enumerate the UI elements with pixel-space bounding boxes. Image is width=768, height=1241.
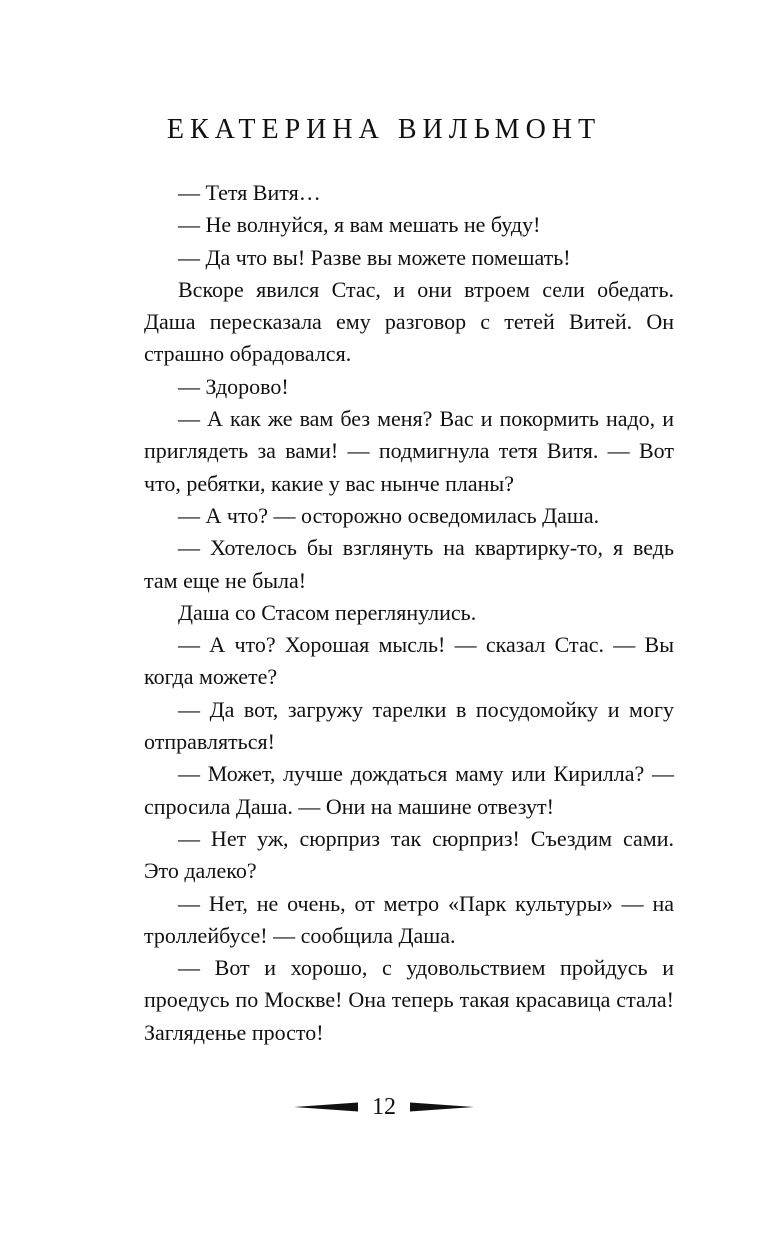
left-arrow-ornament-icon (294, 1102, 358, 1112)
paragraph: — Нет уж, сюрприз так сюрприз! Съездим сами. Это далеко? (144, 825, 674, 884)
page-folio (0, 1092, 768, 1122)
paragraph: — А что? Хорошая мысль! — сказал Стас. — Вы когда можете? (144, 632, 674, 690)
paragraph: Вскоре явился Стас, и они втроем сели обедать. Даша пересказала ему разговор с тетей Витей. Он страшно обрадовался. (144, 276, 674, 367)
paragraph: — Да что вы! Разве вы можете помешать! (178, 244, 571, 270)
paragraph: — Здорово! (178, 373, 289, 399)
paragraph: Даша со Стасом переглянулись. (178, 599, 477, 625)
paragraph: — Хотелось бы взглянуть на квартирку-то, я ведь там еще не была! (144, 535, 674, 593)
running-header-author: ЕКАТЕРИНА ВИЛЬМОНТ (166, 114, 602, 145)
paragraph: — Да вот, загружу тарелки в посудомойку и могу отправляться! (144, 696, 674, 755)
body-text (144, 177, 674, 1049)
paragraph: — А как же вам без меня? Вас и покормить надо, и приглядеть за вами! — подмигнула тетя Витя. — Вот что, ребятки, какие у вас нынче планы? (144, 406, 674, 496)
paragraph: — Не волнуйся, я вам мешать не буду! (178, 212, 541, 238)
paragraph: — Тетя Витя… (178, 180, 321, 205)
page-number: 12 (372, 1094, 396, 1120)
paragraph: — А что? — осторожно осведомилась Даша. (178, 502, 600, 528)
paragraph: — Вот и хорошо, с удовольствием пройдусь и проедусь по Москве! Она теперь такая красавица стала! Загляденье просто! (144, 955, 674, 1045)
paragraph: — Может, лучше дождаться маму или Кириллa? — спросила Даша. — Они на машине отвезут! (144, 761, 674, 819)
paragraph: — Нет, не очень, от метро «Парк культуры» — на троллейбусе! — сообщила Даша. (144, 890, 674, 948)
right-arrow-ornament-icon (410, 1102, 474, 1112)
